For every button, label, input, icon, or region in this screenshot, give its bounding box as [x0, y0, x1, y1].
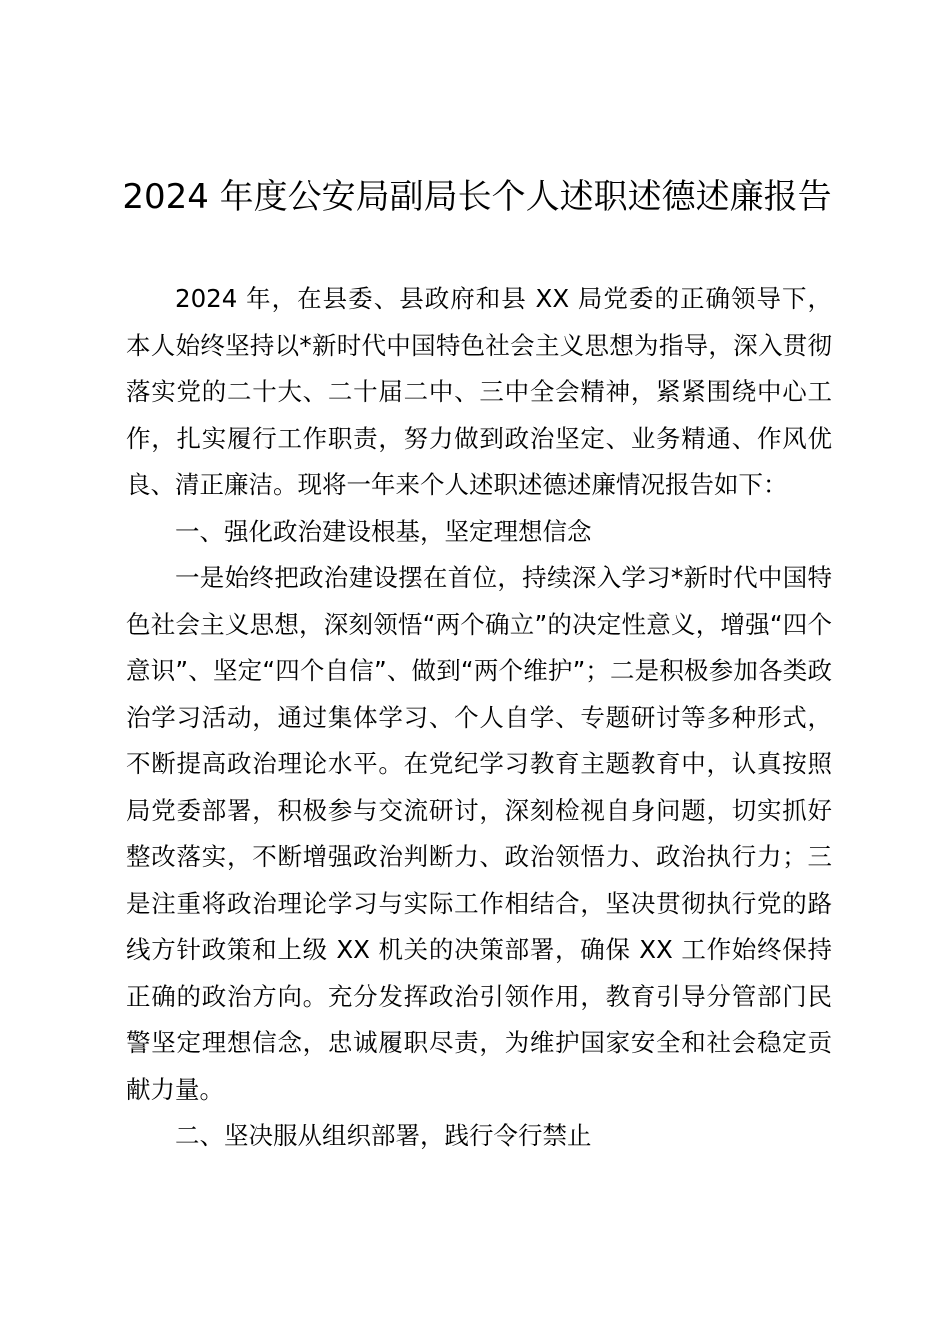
document-body	[126, 276, 832, 1160]
section-1-paragraph: 一是始终把政治建设摆在首位，持续深入学习*新时代中国特色社会主义思想，深刻领悟“两个确立”的决定性意义，增强“四个意识”、坚定“四个自信”、做到“两个维护”；二是积极参加各类政治学习活动，通过集体学习、个人自学、专题研讨等多种形式，不断提高政治理论水平。在党纪学习教育主题教育中，认真按照局党委部署，积极参与交流研讨，深刻检视自身问题，切实抓好整改落实，不断增强政治判断力、政治领悟力、政治执行力；三是注重将政治理论学习与实际工作相结合，坚决贯彻执行党的路线方针政策和上级 XX 机关的决策部署，确保 XX 工作始终保持正确的政治方向。充分发挥政治引领作用，教育引导分管部门民警坚定理想信念，忠诚履职尽责，为维护国家安全和社会稳定贡献力量。	[126, 563, 832, 1104]
intro-paragraph: 2024 年，在县委、县政府和县 XX 局党委的正确领导下，本人始终坚持以*新时代中国特色社会主义思想为指导，深入贯彻落实党的二十大、二十届二中、三中全会精神，紧紧围绕中心工作，扎实履行工作职责，努力做到政治坚定、业务精通、作风优良、清正廉洁。现将一年来个人述职述德述廉情况报告如下：	[126, 284, 832, 499]
document-title: 2024 年度公安局副局长个人述职述德述廉报告	[122, 177, 832, 217]
section-heading-1: 一、强化政治建设根基，坚定理想信念	[175, 516, 592, 546]
section-heading-2: 二、坚决服从组织部署，践行令行禁止	[175, 1121, 592, 1150]
